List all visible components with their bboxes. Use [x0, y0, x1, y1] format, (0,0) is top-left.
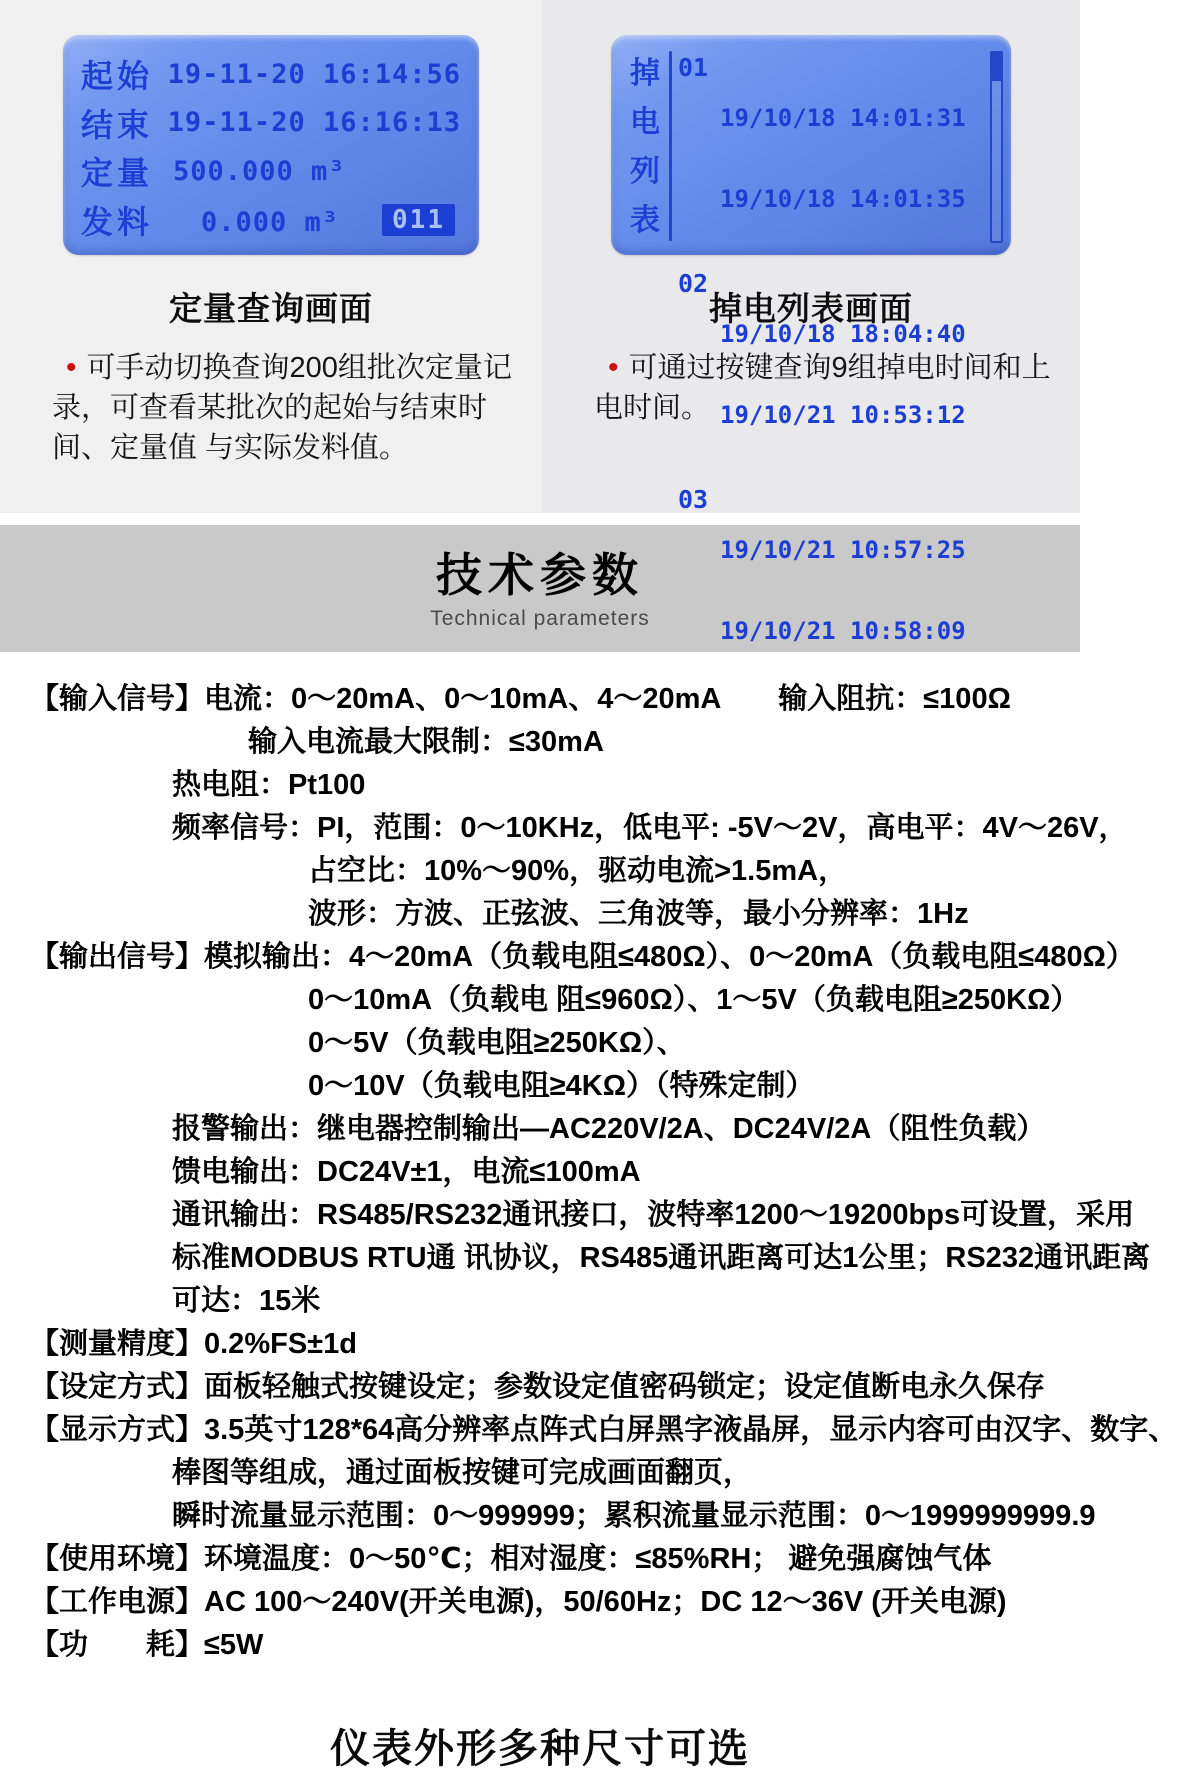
lcd-batch-number-badge: 011: [382, 204, 455, 236]
spec-line-display-method: 【显示方式】3.5英寸128*64高分辨率点阵式白屏黑字液晶屏，显示内容可由汉字、数字、: [30, 1414, 1177, 1446]
lcd-group-times: [720, 483, 966, 699]
spec-line-power-supply: 【工作电源】AC 100～240V(开关电源)，50/60Hz；DC 12～36V (开关电源): [30, 1586, 1007, 1618]
power-on-time: 19/10/18 14:01:35: [720, 185, 966, 213]
spec-line: 通讯输出：RS485/RS232通讯接口，波特率1200～19200bps可设置，采用: [172, 1199, 1135, 1231]
bottom-section-title: 仪表外形多种尺寸可选: [330, 1727, 750, 1771]
power-off-time: 19/10/18 18:04:40: [720, 320, 966, 348]
spec-line: 0～10mA（负载电 阻≤960Ω）、1～5V（负载电阻≥250KΩ）: [308, 984, 1080, 1016]
lcd-group-number: 01: [678, 53, 709, 82]
lcd-row-value: 19-11-20 16:16:13: [167, 107, 461, 139]
lcd-row: [81, 51, 461, 97]
lcd-group: [678, 483, 981, 699]
spec-line: 瞬时流量显示范围：0～999999；累积流量显示范围：0～1999999999.9: [172, 1500, 1096, 1532]
lcd-row: [81, 197, 461, 243]
power-on-time: 19/10/21 10:53:12: [720, 401, 966, 429]
lcd-scrollbar: [990, 51, 1003, 243]
spec-line: 输入电流最大限制：≤30mA: [248, 726, 604, 758]
spec-line: 波形：方波、正弦波、三角波等，最小分辨率：1Hz: [308, 898, 969, 930]
lcd-group-times: [720, 51, 966, 267]
spec-line: 0～5V（负载电阻≥250KΩ）、: [308, 1027, 686, 1059]
spec-line-environment: 【使用环境】环境温度：0～50℃；相对湿度：≤85%RH； 避免强腐蚀气体: [30, 1543, 992, 1575]
card-caption: 掉电列表画面: [709, 290, 913, 327]
lcd-row-label: 结束: [81, 106, 154, 143]
section-subtitle: Technical parameters: [430, 607, 650, 630]
lcd-row-value: 19-11-20 16:14:56: [167, 58, 461, 90]
power-off-list-card: [542, 0, 1080, 645]
lcd-row-value: 500.000 m³: [173, 155, 346, 187]
bullet-icon: •: [608, 351, 619, 384]
lcd-row: [81, 148, 461, 194]
lcd-row-label: 起始: [81, 58, 154, 94]
power-off-time: 19/10/18 14:01:31: [720, 104, 966, 132]
lcd-vertical-title: 掉电列表: [630, 57, 660, 237]
lcd-group-times: [720, 267, 966, 483]
spec-line: 馈电输出：DC24V±1，电流≤100mA: [172, 1156, 641, 1188]
spec-line-input-signal: 【输入信号】电流：0～20mA、0～10mA、4～20mA 输入阻抗：≤100Ω: [30, 683, 1011, 715]
spec-line: 棒图等组成，通过面板按键可完成画面翻页，: [172, 1457, 753, 1489]
lcd-group-number: 02: [678, 269, 709, 298]
lcd-divider: [669, 51, 672, 241]
lcd-group: [678, 267, 981, 483]
spec-line: 占空比：10%～90%，驱动电流>1.5mA，: [308, 855, 848, 887]
card-description-text: 可通过按键查询9组掉电时间和上电时间。: [594, 352, 1051, 424]
spec-line-setting-method: 【设定方式】面板轻触式按键设定；参数设定值密码锁定；设定值断电永久保存: [30, 1371, 1046, 1403]
lcd-group: [678, 51, 981, 267]
bullet-icon: •: [66, 351, 77, 384]
lcd-row: [81, 100, 461, 146]
spec-list: [0, 652, 1177, 1667]
spec-line-power-consumption: 【功 耗】≤5W: [30, 1629, 264, 1661]
spec-line: 热电阻：Pt100: [172, 769, 366, 801]
lcd-row-value: 0.000 m³: [173, 207, 340, 239]
lcd-group-number: 03: [678, 485, 709, 514]
quantitative-query-card: [0, 0, 542, 513]
power-on-time: 19/10/21 10:58:09: [720, 617, 966, 645]
card-description: [52, 348, 516, 468]
card-description-text: 可手动切换查询200组批次定量记录，可查看某批次的起始与结束时间、定量值 与实际发料值。: [52, 352, 512, 464]
spec-line: 标准MODBUS RTU通 讯协议，RS485通讯距离可达1公里；RS232通讯距离: [172, 1242, 1151, 1274]
lcd-row-label: 发料: [81, 203, 154, 240]
spec-line: 0～10V（负载电阻≥4KΩ）（特殊定制）: [308, 1070, 815, 1102]
spec-line: 频率信号：PI，范围：0～10KHz，低电平: -5V～2V，高电平：4V～26V，: [172, 812, 1128, 844]
lcd-row-label: 定量: [81, 155, 154, 192]
card-caption: 定量查询画面: [169, 290, 373, 327]
spec-line-accuracy: 【测量精度】0.2%FS±1d: [30, 1328, 357, 1360]
spec-line: 报警输出：继电器控制输出—AC220V/2A、DC24V/2A（阻性负载）: [172, 1113, 1046, 1145]
power-off-time: 19/10/21 10:57:25: [720, 536, 966, 564]
spec-line: 可达：15米: [172, 1285, 321, 1317]
lcd-scrollbar-thumb: [992, 53, 1001, 81]
lcd-screen-quantitative-query: [63, 35, 479, 255]
spec-line-output-signal: 【输出信号】模拟输出：4～20mA（负载电阻≤480Ω）、0～20mA（负载电阻≤480Ω）: [30, 941, 1135, 973]
section-title: 技术参数: [436, 549, 644, 601]
